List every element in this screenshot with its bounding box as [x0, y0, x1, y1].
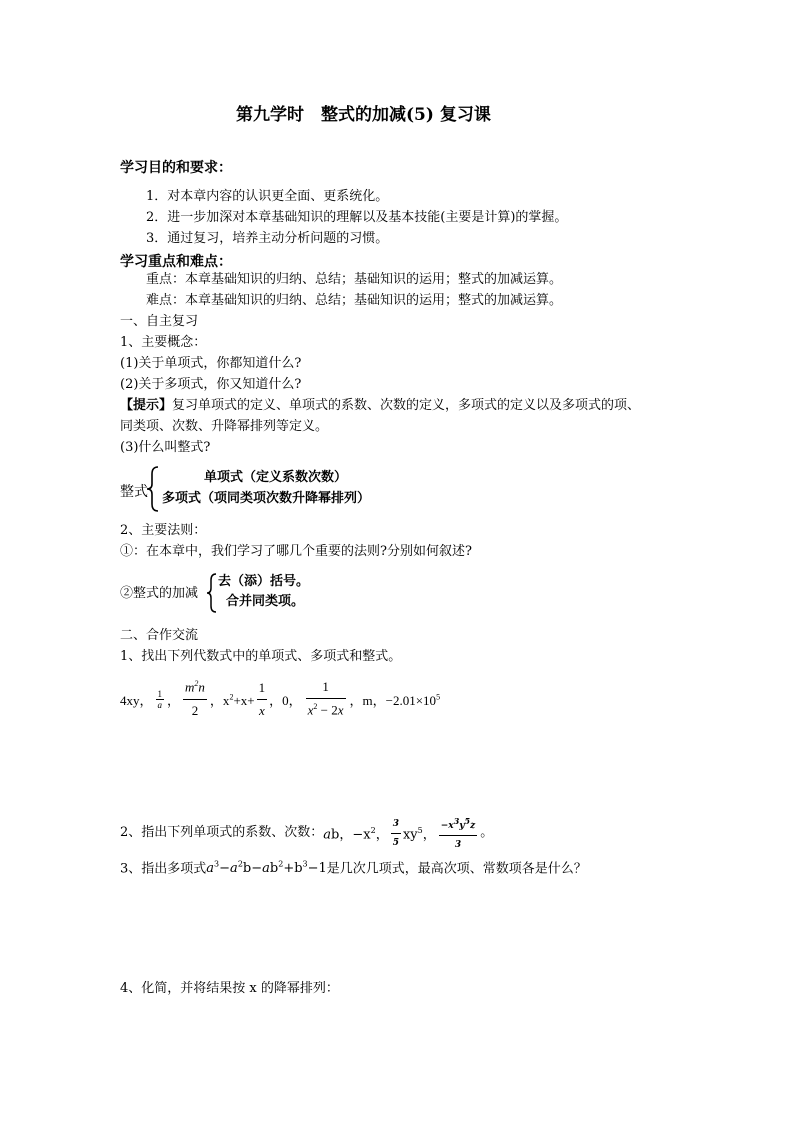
goals-heading: 学习目的和要求：: [120, 160, 232, 176]
left-brace-icon: [146, 466, 160, 512]
keypoints-heading: 学习重点和难点：: [120, 254, 232, 270]
part1-heading: 一、自主复习: [120, 314, 199, 329]
goal-item-3: 3．通过复习，培养主动分析问题的习惯。: [146, 231, 389, 246]
tree-branch-monomial: 单项式（定义系数次数）: [204, 470, 348, 485]
expr-4xy: 4xy，: [120, 692, 153, 708]
expr-1-over-a: $\frac{1}{a}$: [157, 688, 163, 710]
hint-line-2: 同类项、次数、升降幂排列等定义。: [120, 419, 329, 434]
monomial-x3y5z-over-3: $\frac{-x^3y^5z}{3}$: [439, 812, 477, 854]
expr-1-over-x2-2x: $\frac{1}{x^2 - 2x}$: [307, 679, 344, 718]
exercise-1: 1、找出下列代数式中的单项式、多项式和整式。: [120, 649, 402, 664]
exercise-2: 2、指出下列单项式的系数、次数： ab，$-x^2$， $\frac{3}{5}$ $xy^5$， $\frac{-x^3y^5z}{3}$ 。: [120, 820, 493, 846]
rules-title: 2、主要法则：: [120, 523, 207, 538]
tree-branch-polynomial: 多项式（项同类项次数升降幂排列）: [162, 491, 371, 506]
exercise-3-suffix: 是几次几项式，最高次项、常数项各是什么？: [326, 861, 587, 877]
monomial-3-5-xy5: $\frac{3}{5}$: [391, 815, 401, 852]
rules-question: ①：在本章中，我们学习了哪几个重要的法则?分别如何叙述?: [120, 544, 472, 559]
question-2: (2)关于多项式，你又知道什么?: [120, 377, 302, 392]
exercise-3-prefix: 3、指出多项式: [120, 861, 207, 877]
exercise-4: 4、化简，并将结果按 x 的降幂排列：: [120, 981, 339, 996]
rules-root: ②整式的加减: [120, 586, 199, 601]
goal-item-2: 2．进一步加深对本章基础知识的理解以及基本技能(主要是计算)的掌握。: [146, 210, 568, 225]
exercise-2-prefix: 2、指出下列单项式的系数、次数：: [120, 825, 324, 840]
expr-1-over-x: $\frac{1}{x}$: [258, 679, 266, 718]
keypoints-focus: 重点：本章基础知识的归纳、总结；基础知识的运用；整式的加减运算。: [146, 272, 563, 287]
monomial-ab: ab，$-x^2$，: [323, 825, 389, 843]
goal-item-1: 1．对本章内容的认识更全面、更系统化。: [146, 189, 389, 204]
hint-text-1: 复习单项式的定义、单项式的系数、次数的定义，多项式的定义以及多项式的项、: [172, 398, 641, 413]
expression-list: 4xy， $\frac{1}{a}$ ， $\frac{m^2n}{2}$ ，$x^2+x+$ $\frac{1}{x}$ ，0， $\frac{1}{x^2 - 2x}$ ，m，$-2.01\times 10^5$: [120, 679, 441, 718]
exercise-3: [120, 856, 587, 878]
keypoints-difficulty: 难点：本章基础知识的归纳、总结；基础知识的运用；整式的加减运算。: [146, 293, 563, 308]
hint-line-1: [120, 397, 640, 415]
tree-root: 整式: [120, 484, 148, 500]
polynomial-expr: $a^3-a^2b-ab^2+b^3-1$: [206, 860, 327, 877]
question-1: (1)关于单项式，你都知道什么?: [120, 356, 302, 371]
part2-heading: 二、合作交流: [120, 628, 199, 643]
question-3: (3)什么叫整式?: [120, 440, 211, 455]
expr-m2n-over-2: $\frac{m^2n}{2}$: [185, 679, 205, 718]
left-brace-icon: [206, 573, 218, 613]
page-title: 第九学时 整式的加减(5) 复习课: [236, 105, 491, 125]
hint-label: 【提示】: [120, 398, 173, 413]
rule-brackets: 去（添）括号。: [218, 574, 310, 589]
concepts-title: 1、主要概念：: [120, 335, 207, 350]
rule-combine: 合并同类项。: [226, 594, 305, 609]
